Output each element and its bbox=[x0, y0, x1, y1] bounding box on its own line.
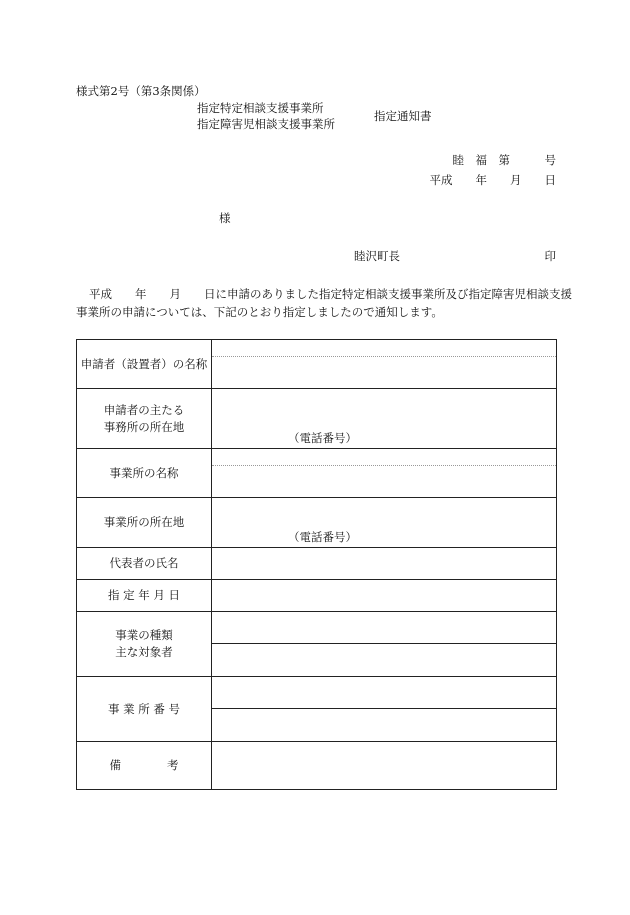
facility-number-field[interactable] bbox=[212, 677, 557, 742]
applicant-name-field[interactable] bbox=[212, 340, 557, 389]
facility-name-label: 事業所の名称 bbox=[77, 449, 212, 498]
table-row bbox=[77, 580, 557, 612]
target-users-value-area bbox=[212, 643, 556, 676]
facility-number-upper-area bbox=[212, 677, 556, 708]
body-text-line2: 事業所の申請については、下記のとおり指定しましたので通知します。 bbox=[76, 305, 443, 319]
facility-name-kana-area bbox=[212, 449, 556, 465]
applicant-office-label-line2: 事務所の所在地 bbox=[103, 419, 185, 434]
table-row bbox=[77, 340, 557, 389]
facility-number-label: 事 業 所 番 号 bbox=[77, 677, 212, 742]
applicant-name-label: 申請者（設置者）の名称 bbox=[77, 340, 212, 389]
business-type-label bbox=[77, 612, 212, 677]
facility-type-child: 指定障害児相談支援事業所 bbox=[197, 117, 335, 131]
facility-address-field[interactable] bbox=[212, 498, 557, 548]
facility-name-field[interactable] bbox=[212, 449, 557, 498]
table-row bbox=[77, 548, 557, 580]
applicant-name-value-area bbox=[212, 356, 556, 388]
issue-date: 平成 年 月 日 bbox=[429, 173, 556, 187]
applicant-office-field[interactable] bbox=[212, 389, 557, 449]
body-text-line1: 平成 年 月 日に申請のありました指定特定相談支援事業所及び指定障害児相談支援 bbox=[89, 287, 572, 301]
issuer-name: 睦沢町長 bbox=[354, 249, 400, 263]
document-title: 指定通知書 bbox=[374, 109, 432, 123]
remarks-field[interactable] bbox=[212, 742, 557, 790]
table-row bbox=[77, 498, 557, 548]
applicant-phone-label: （電話番号） bbox=[288, 431, 357, 445]
remarks-label: 備 考 bbox=[77, 742, 212, 790]
business-type-label-line2: 主な対象者 bbox=[115, 645, 173, 659]
document-number: 睦 福 第 号 bbox=[452, 153, 556, 167]
seal-mark: 印 bbox=[544, 249, 556, 263]
designation-date-field[interactable] bbox=[212, 580, 557, 612]
table-row bbox=[77, 449, 557, 498]
table-row bbox=[77, 742, 557, 790]
representative-field[interactable] bbox=[212, 548, 557, 580]
addressee-honorific: 様 bbox=[219, 211, 231, 225]
table-row bbox=[77, 389, 557, 449]
applicant-office-label-line1: 申請者の主たる bbox=[103, 402, 185, 417]
applicant-office-label bbox=[77, 389, 212, 449]
facility-address-label: 事業所の所在地 bbox=[77, 498, 212, 548]
facility-type-specific: 指定特定相談支援事業所 bbox=[197, 101, 324, 115]
representative-label: 代表者の氏名 bbox=[77, 548, 212, 580]
form-number: 様式第2号（第3条関係） bbox=[76, 84, 206, 98]
business-type-value-area bbox=[212, 612, 556, 643]
facility-phone-label: （電話番号） bbox=[288, 530, 357, 544]
applicant-name-kana-area bbox=[212, 340, 556, 356]
business-type-label-line1: 事業の種類 bbox=[115, 628, 173, 643]
designation-date-label: 指 定 年 月 日 bbox=[77, 580, 212, 612]
table-row bbox=[77, 677, 557, 742]
business-type-field[interactable] bbox=[212, 612, 557, 677]
table-row bbox=[77, 612, 557, 677]
facility-name-value-area bbox=[212, 465, 556, 497]
facility-number-lower-area bbox=[212, 708, 556, 741]
designation-form-table bbox=[76, 339, 557, 790]
